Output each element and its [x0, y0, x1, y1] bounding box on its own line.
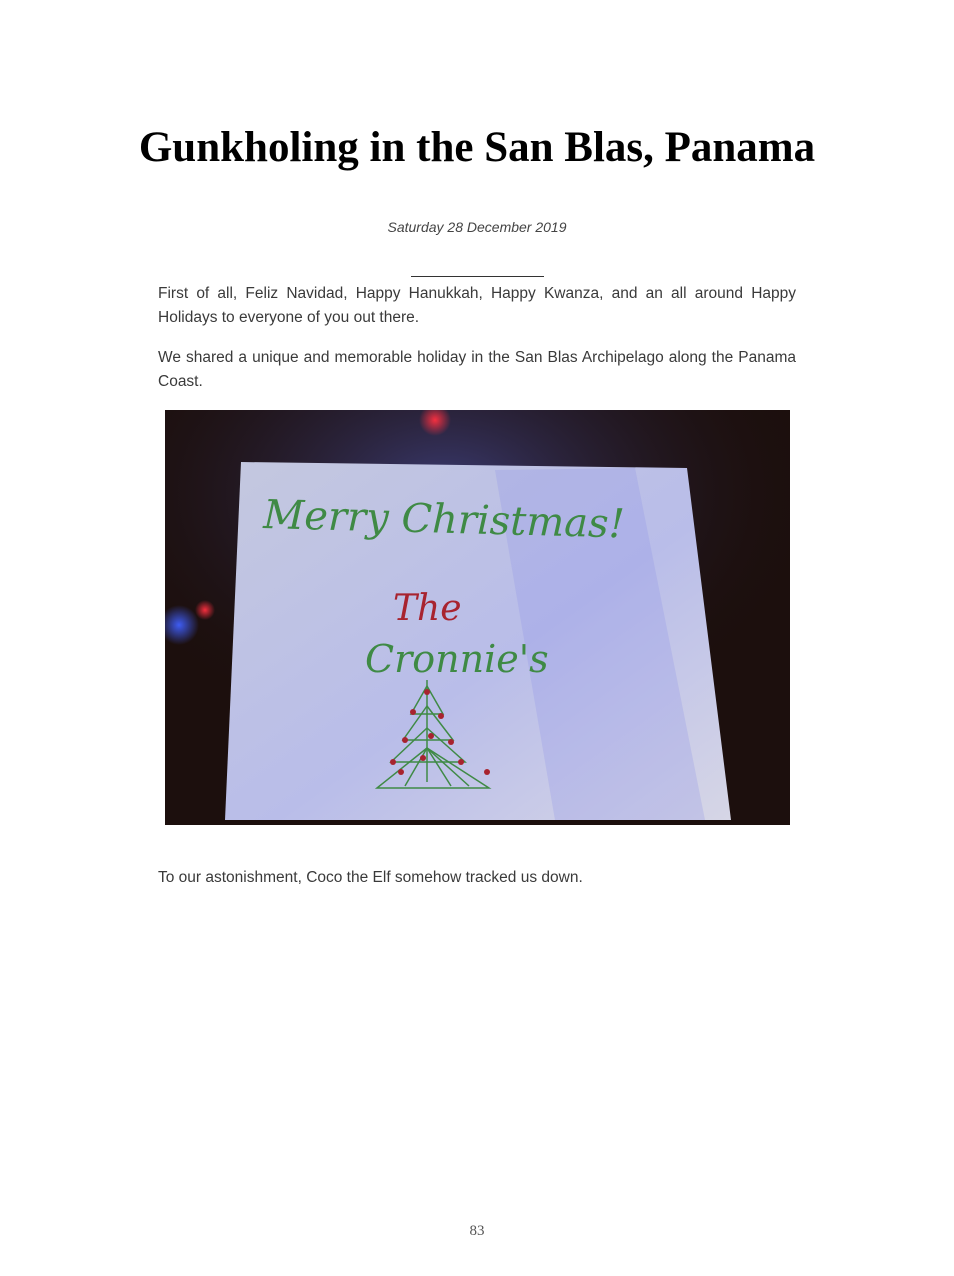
- page-number: 83: [469, 1223, 485, 1239]
- paragraph-coco-elf: To our astonishment, Coco the Elf somehow tracked us down.: [158, 869, 583, 886]
- post-date: Saturday 28 December 2019: [387, 219, 567, 235]
- paragraph-greetings: First of all, Feliz Navidad, Happy Hanukkah, Happy Kwanza, and an all around Happy Holidays to everyone of you out there.: [158, 285, 796, 326]
- title-divider: [411, 276, 544, 277]
- card-text-name: Cronnie's: [365, 637, 549, 681]
- card-text-merry-christmas: Merry Christmas!: [262, 492, 626, 548]
- christmas-card-photo: [165, 410, 790, 825]
- page-title: Gunkholing in the San Blas, Panama: [138, 124, 816, 171]
- card-text-the: The: [393, 588, 462, 629]
- paragraph-holiday: We shared a unique and memorable holiday in the San Blas Archipelago along the Panama Coast.: [158, 349, 796, 390]
